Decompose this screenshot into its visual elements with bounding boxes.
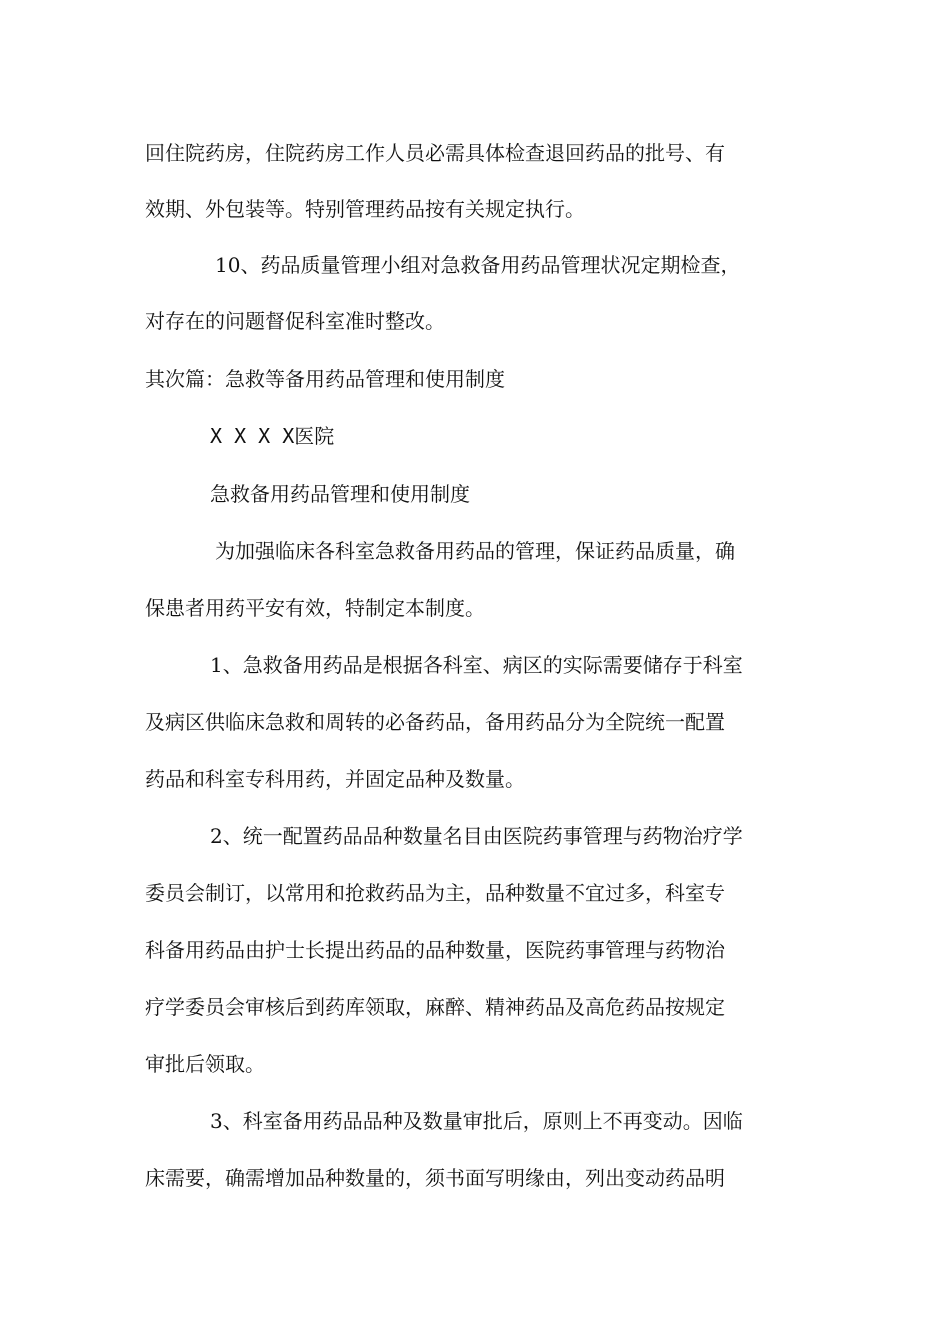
paragraph-line: 委员会制订，以常用和抢救药品为主，品种数量不宜过多，科室专 — [145, 881, 725, 905]
paragraph-line: 床需要，确需增加品种数量的，须书面写明缘由，列出变动药品明 — [145, 1166, 725, 1190]
paragraph-line: 疗学委员会审核后到药库领取，麻醉、精神药品及高危药品按规定 — [145, 995, 725, 1019]
paragraph-line: 药品和科室专科用药，并固定品种及数量。 — [145, 767, 525, 791]
paragraph-line: 及病区供临床急救和周转的必备药品，备用药品分为全院统一配置 — [145, 710, 725, 734]
document-title: 急救备用药品管理和使用制度 — [210, 482, 470, 506]
paragraph-line: 为加强临床各科室急救备用药品的管理，保证药品质量，确 — [215, 539, 735, 563]
paragraph-line: 审批后领取。 — [145, 1052, 265, 1076]
paragraph-line: 10、药品质量管理小组对急救备用药品管理状况定期检查， — [215, 253, 741, 277]
paragraph-line: 科备用药品由护士长提出药品的品种数量，医院药事管理与药物治 — [145, 938, 725, 962]
paragraph-line: 效期、外包装等。特别管理药品按有关规定执行。 — [145, 197, 585, 221]
paragraph-line: 3、科室备用药品品种及数量审批后，原则上不再变动。因临 — [210, 1109, 743, 1133]
hospital-name: X X X X医院 — [210, 424, 335, 448]
paragraph-line: 保患者用药平安有效，特制定本制度。 — [145, 596, 485, 620]
paragraph-line: 1、急救备用药品是根据各科室、病区的实际需要储存于科室 — [210, 653, 743, 677]
paragraph-line: 对存在的问题督促科室准时整改。 — [145, 309, 445, 333]
paragraph-line: 回住院药房，住院药房工作人员必需具体检查退回药品的批号、有 — [145, 141, 725, 165]
section-heading: 其次篇：急救等备用药品管理和使用制度 — [145, 367, 505, 391]
paragraph-line: 2、统一配置药品品种数量名目由医院药事管理与药物治疗学 — [210, 824, 743, 848]
